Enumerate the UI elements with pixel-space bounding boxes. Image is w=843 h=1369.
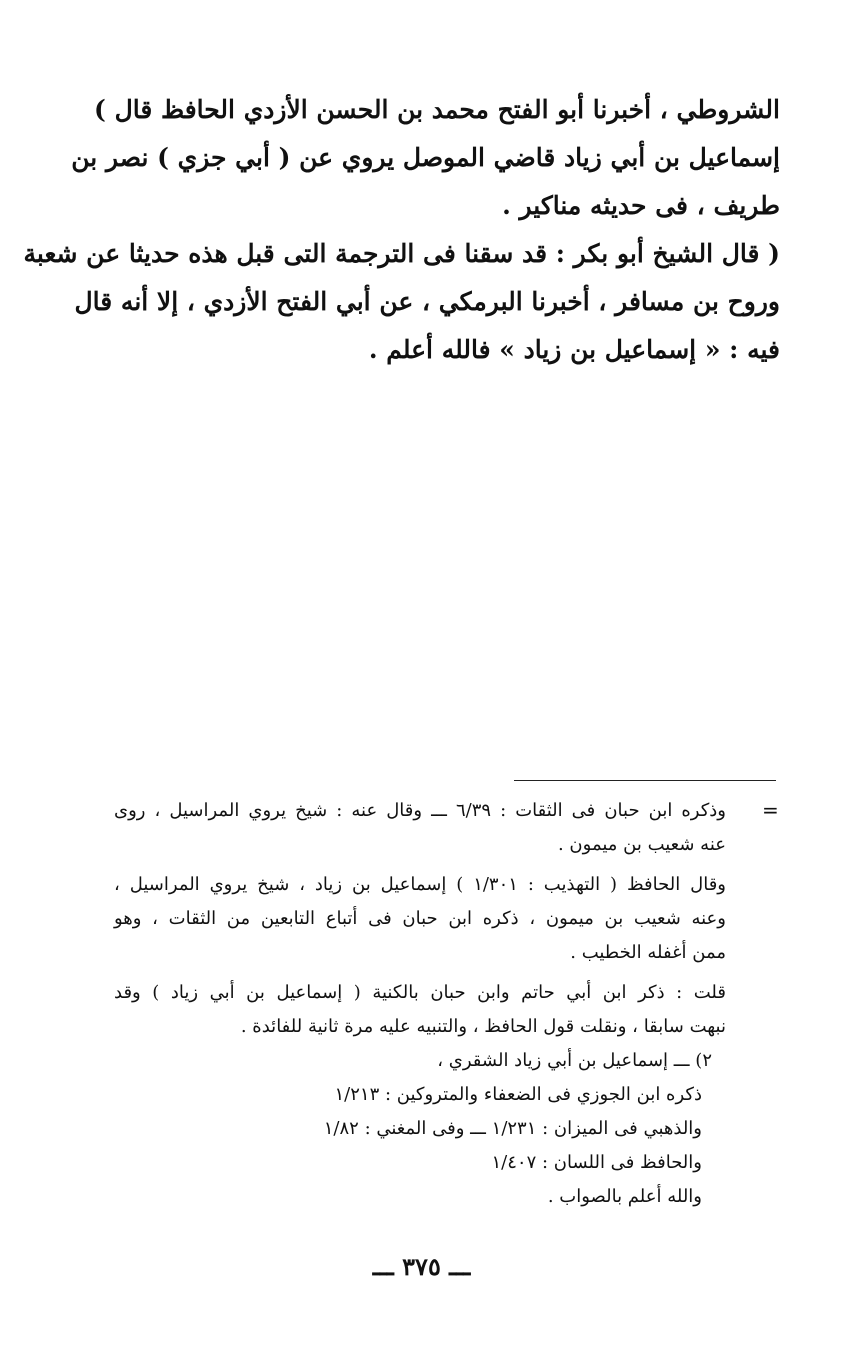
footnote-line: وعنه شعيب بن ميمون ، ذكره ابن حبان فى أتباع التابعين من الثقات ، وهو (114, 908, 726, 929)
main-text-line: طريف ، فى حديثه مناكير . (502, 191, 780, 220)
footnote-line: عنه شعيب بن ميمون . (557, 834, 726, 855)
footnote-line: ممن أغفله الخطيب . (570, 942, 726, 963)
footnote-block (114, 794, 726, 1214)
footnote-line: والذهبي فى الميزان : ١/٢٣١ ـــ وفى المغني : ١/٨٢ (323, 1118, 702, 1139)
footnote-line: والحافظ فى اللسان : ١/٤٠٧ (491, 1152, 702, 1173)
footnote-line: ذكره ابن الجوزي فى الضعفاء والمتروكين : ١/٢١٣ (334, 1084, 702, 1105)
footnote-line: نبهت سابقا ، ونقلت قول الحافظ ، والتنبيه عليه مرة ثانية للفائدة . (240, 1016, 726, 1037)
footnote-line: وقال الحافظ ( التهذيب : ١/٣٠١ ) إسماعيل بن زياد ، شيخ يروي المراسيل ، (114, 874, 726, 895)
footnote-line: وذكره ابن حبان فى الثقات : ٦/٣٩ ـــ وقال عنه : شيخ يروي المراسيل ، روى (114, 800, 726, 821)
main-text-block (23, 86, 780, 374)
main-text-line: ( قال الشيخ أبو بكر : قد سقنا فى الترجمة التى قبل هذه حديثا عن شعبة (23, 239, 780, 268)
page-number: ـــ ٣٧٥ ـــ (372, 1252, 471, 1281)
footnote-continuation-marker: = (762, 798, 779, 822)
footnote-line: والله أعلم بالصواب . (547, 1186, 702, 1207)
main-text-line: فيه : « إسماعيل بن زياد » فالله أعلم . (368, 335, 780, 364)
main-text-line: الشروطي ، أخبرنا أبو الفتح محمد بن الحسن الأزدي الحافظ قال ) (94, 95, 780, 124)
main-text-line: إسماعيل بن أبي زياد قاضي الموصل يروي عن ( أبي جزي ) نصر بن (71, 143, 780, 172)
main-text-line: وروح بن مسافر ، أخبرنا البرمكي ، عن أبي الفتح الأزدي ، إلا أنه قال (74, 287, 780, 316)
footnote-divider (514, 780, 776, 781)
footnote-line: ٢) ـــ إسماعيل بن أبي زياد الشقري ، (437, 1050, 712, 1071)
footnote-line: قلت : ذكر ابن أبي حاتم وابن حبان بالكنية ( إسماعيل بن أبي زياد ) وقد (114, 982, 726, 1003)
